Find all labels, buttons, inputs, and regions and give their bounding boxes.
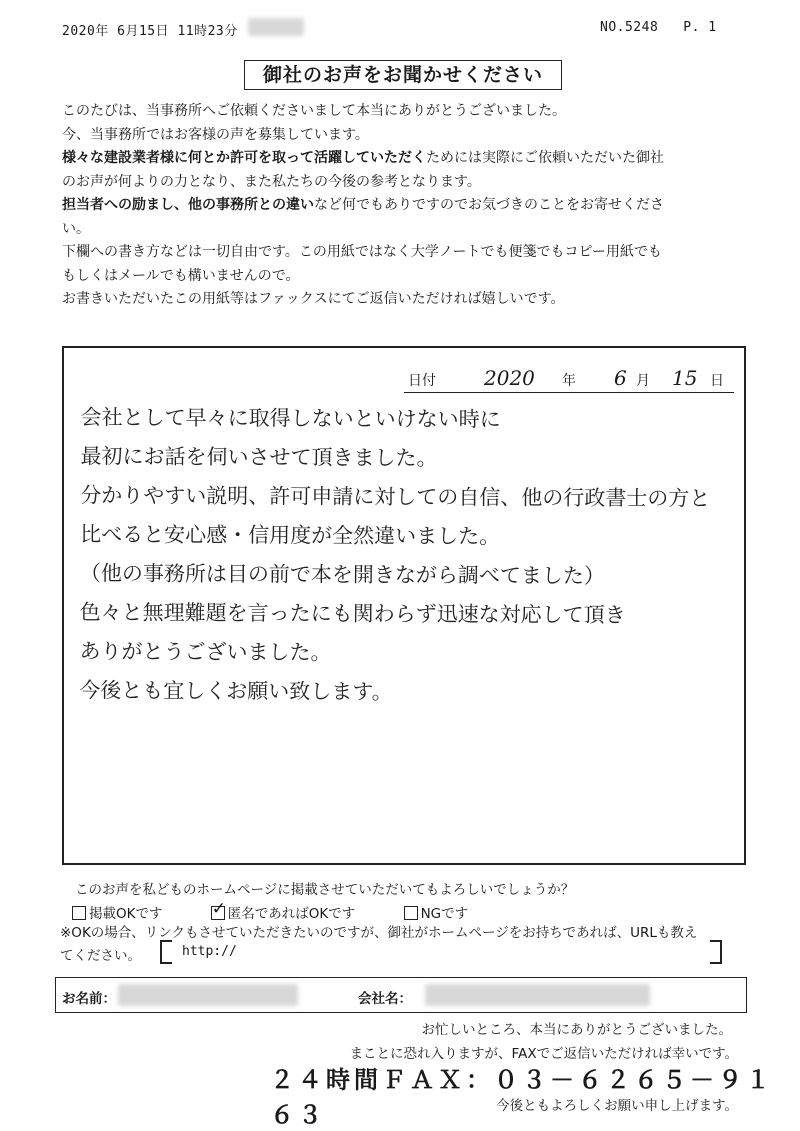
url-question-line: ※OKの場合、リンクもさせていただきたいのですが、御社がホームページをお持ちであれば、URLも教え: [60, 925, 698, 941]
date-month: 6: [614, 366, 627, 390]
page-number: P. 1: [683, 20, 717, 35]
option-label: NGです: [420, 906, 469, 922]
intro-line: い。: [62, 220, 90, 237]
intro-line: 下欄への書き方などは一切自由です。この用紙ではなく大学ノートでも便箋でもコピー用紙でも: [62, 244, 662, 260]
option-publish-ok[interactable]: [72, 902, 162, 922]
intro-line: もしくはメールでも構いませんので。: [62, 267, 300, 284]
name-label: お名前：: [62, 991, 116, 1007]
publish-question: このお声を私どものホームページに掲載させていただいてもよろしいでしょうか？: [75, 882, 575, 898]
date-day: 15: [672, 366, 698, 390]
comment-line: 分かりやすい説明、許可申請に対しての自信、他の行政書士の方と: [80, 483, 711, 511]
month-unit: 月: [636, 373, 650, 389]
fax-number: ２４時間ＦＡＸ：０３－６２６５－９１６３: [270, 1066, 774, 1129]
day-unit: 日: [710, 373, 724, 389]
url-bracket-right: [710, 940, 722, 964]
fax-request-line: まことに恐れ入りますが、FAXでご返信いただければ幸いです。: [349, 1046, 738, 1062]
option-anonymous-ok[interactable]: [211, 899, 356, 922]
date-label: 日付: [408, 373, 436, 389]
comment-line: （他の事務所は目の前で本を開きながら調べてました）: [79, 561, 605, 589]
intro-line-rest: ためには実際にご依頼いただいた御社: [426, 150, 664, 166]
intro-line: 今、当事務所ではお客様の声を募集しています。: [62, 126, 369, 143]
checkbox-checked[interactable]: [211, 899, 227, 920]
intro-emphasis: 様々な建設業者様に何とか許可を取って活躍していただく: [62, 150, 426, 166]
option-label: 匿名であればOKです: [227, 906, 356, 922]
comment-line: 最初にお話を伺いさせて頂きました。: [80, 444, 438, 471]
fax-timestamp: 2020年 6月15日 11時23分: [62, 24, 238, 39]
thanks-line: お忙しいところ、本当にありがとうございました。: [421, 1022, 732, 1038]
doc-number: NO.5248: [600, 20, 659, 35]
comment-box[interactable]: [62, 346, 746, 865]
date-year: 2020: [484, 366, 535, 390]
form-title: 御社のお声をお聞かせください: [244, 60, 562, 90]
year-unit: 年: [562, 373, 576, 389]
company-label: 会社名：: [358, 991, 412, 1007]
redacted-company: [425, 984, 650, 1006]
intro-line: のお声が何よりの力となり、また私たちの今後の参考となります。: [62, 173, 481, 190]
url-field[interactable]: http://: [182, 944, 237, 959]
intro-line: お書きいただいたこの用紙等はファックスにてご返信いただければ嬉しいです。: [62, 291, 565, 307]
closing-line: 今後ともよろしくお願い申し上げます。: [496, 1098, 738, 1114]
checkbox[interactable]: [72, 906, 86, 920]
date-row: [404, 366, 734, 393]
checkbox[interactable]: [404, 906, 418, 920]
comment-line: 比べると安心感・信用度が全然違いました。: [80, 522, 501, 549]
intro-line: [62, 147, 752, 171]
option-label: 掲載OKです: [89, 906, 163, 922]
option-ng[interactable]: [404, 902, 469, 922]
redacted-name: [118, 984, 298, 1006]
url-question-line: てください。: [60, 948, 141, 964]
comment-line: 会社として早々に取得しないといけない時に: [80, 405, 501, 432]
comment-line: 今後とも宜しくお願い致します。: [79, 678, 393, 704]
handwritten-comment: [79, 398, 731, 713]
intro-line-rest: など何でもありですのでお気づきのことをお寄せくださ: [314, 197, 664, 213]
fax-doc-info: [600, 20, 717, 35]
redacted-sender: [248, 18, 304, 36]
publish-options: [72, 899, 512, 922]
comment-line: 色々と無理難題を言ったにも関わらず迅速な対応して頂き: [79, 600, 626, 628]
intro-line: [62, 194, 752, 218]
intro-emphasis: 担当者への励まし、他の事務所との違い: [62, 197, 314, 213]
url-bracket-left: [160, 940, 172, 964]
intro-text: [62, 100, 752, 312]
intro-line: このたびは、当事務所へご依頼くださいまして本当にありがとうございました。: [62, 103, 566, 119]
check-mark-icon: ✓: [211, 899, 227, 919]
comment-line: ありがとうございました。: [79, 639, 332, 665]
